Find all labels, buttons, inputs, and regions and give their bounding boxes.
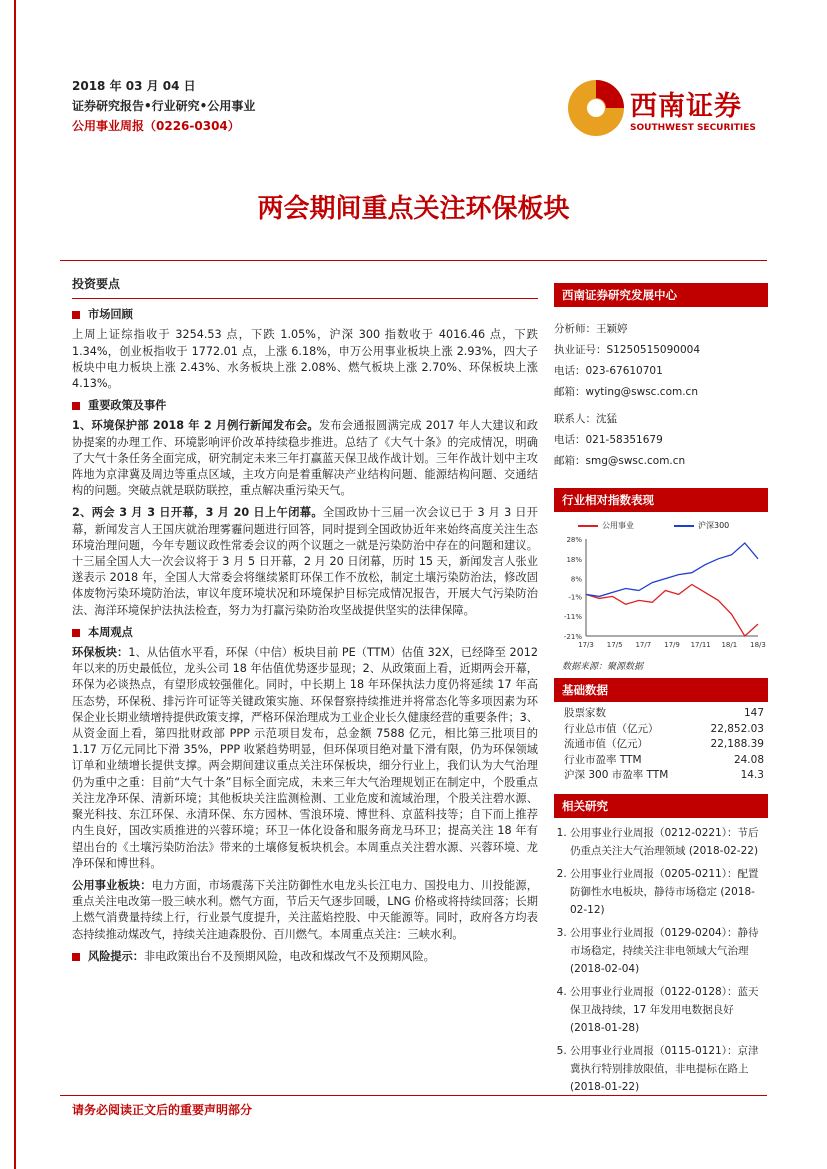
- bullet-icon: [72, 402, 80, 410]
- table-row: 流通市值（亿元） 22,188.39: [564, 738, 764, 750]
- report-name: 公用事业周报（0226-0304）: [72, 119, 240, 133]
- bullet-icon: [72, 953, 80, 961]
- legend-label: 沪深300: [698, 521, 730, 530]
- info-row: 邮箱： smg@swsc.com.cn: [554, 455, 686, 467]
- paragraph: 1、环境保护部 2018 年 2 月例行新闻发布会。发布会通报圆满完成 2017 年人大建议和政协提案的办理工作、环境影响评价改革持续稳步推进。总结了《大气十条》的完成情况，明确了大气十条任务全面完成，研究制定未来三年打赢蓝天保卫战作战计划。三年作战计划中主攻阵地为京津冀及周边等重点区域，主攻方向是着重解决产业结构问题、能源结构问题、交通结构的问题。突破点就是联防联控，重点解决重污染天气。: [72, 419, 538, 498]
- info-row: 电话： 021-58351679: [554, 434, 663, 446]
- info-row: 执业证号： S1250515090004: [554, 344, 701, 356]
- page-title: 两会期间重点关注环保板块: [257, 194, 570, 224]
- x-tick-label: 17/7: [635, 641, 652, 649]
- sidebar: [554, 283, 768, 1101]
- footer-divider: [60, 1095, 767, 1096]
- left-red-rule: [14, 0, 16, 1169]
- table-row: 沪深 300 市盈率 TTM 14.3: [564, 769, 764, 781]
- info-row: 分析师： 王颖婷: [554, 323, 628, 335]
- y-tick-label: -11%: [563, 613, 582, 622]
- y-tick-label: 8%: [570, 575, 582, 584]
- logo-en: SOUTHWEST SECURITIES: [630, 123, 756, 133]
- legend-swatch-hs300: [674, 525, 694, 527]
- list-item[interactable]: 2. 公用事业行业周报（0205-0211）：配置防御性水电板块，静待市场稳定 (2018-02-12): [570, 865, 768, 919]
- logo-cn: 西南证券: [630, 91, 742, 122]
- related-list: [554, 824, 768, 1096]
- section-risk: 风险提示：非电政策出台不及预期风险，电改和煤改气不及预期风险。: [72, 949, 538, 965]
- paragraph: 上周上证综指收于 3254.53 点，下跌 1.05%，沪深 300 指数收于 4016.46 点，下跌 1.34%，创业板指收于 1772.01 点，上涨 6.18%，申万公用事业板块上涨 2.93%，四大子板块中电力板块上涨 2.43%、水务板块上涨 2.08%、燃气板块上涨 2.70%、环保板块上涨 4.13%。: [72, 328, 538, 391]
- contact-info: [554, 409, 768, 472]
- section-view: 本周观点: [72, 625, 538, 641]
- x-tick-label: 17/5: [606, 641, 623, 649]
- x-tick-label: 18/1: [721, 641, 738, 649]
- y-tick-label: 28%: [566, 536, 582, 544]
- report-date: 2018 年 03 月 04 日: [72, 79, 196, 93]
- x-tick-label: 17/3: [578, 641, 594, 649]
- bullet-icon: [72, 311, 80, 319]
- bullet-icon: [72, 629, 80, 637]
- chart-heading: 行业相对指数表现: [554, 488, 768, 512]
- section-policy: 重要政策及事件: [72, 398, 538, 414]
- paragraph: 公用事业板块：电力方面，市场震荡下关注防御性水电龙头长江电力、国投电力、川投能源，重点关注电改第一股三峡水利。燃气方面，节后天气逐步回暖，LNG 价格或将持续回落；长期上燃气消费量持续上行，行业景气度提升，关注蓝焰控股、中天能源等。同时，政府各方均表态持续推动煤改气，持续关注迪森股份、百川燃气。本周重点关注：三峡水利。: [72, 878, 538, 941]
- list-item[interactable]: 4. 公用事业行业周报（0122-0128）：蓝天保卫战持续，17 年发用电数据良好 (2018-01-28): [570, 983, 768, 1037]
- report-header: [72, 76, 255, 136]
- index-chart: [554, 531, 768, 656]
- x-tick-label: 17/9: [664, 641, 680, 649]
- related-heading: 相关研究: [554, 794, 768, 818]
- info-row: 邮箱： wyting@swsc.com.cn: [554, 386, 698, 398]
- list-item[interactable]: 3. 公用事业行业周报（0129-0204）：静待市场稳定，持续关注非电领域大气治理 (2018-02-04): [570, 924, 768, 978]
- basic-data-table: [554, 706, 768, 784]
- table-row: 行业市盈率 TTM 24.08: [564, 753, 764, 766]
- info-row: 联系人： 沈猛: [554, 413, 617, 425]
- list-item[interactable]: 5. 公用事业行业周报（0115-0121）：京津冀执行特别排放限值，非电提标在路上 (2018-01-22): [570, 1042, 768, 1096]
- divider: [72, 298, 538, 299]
- paragraph: 环保板块：1、从估值水平看，环保（中信）板块目前 PE（TTM）估值 32X，已经降至 2012 年以来的历史最低位，龙头公司 18 年估值优势逐步显现；2、从政策面上看，近期两会开幕，环保为必谈热点，有望形成较强催化。同时，中长期上 18 年环保执法力度仍将延续 17 年高压态势，环保税、排污许可证等关键政策实施、环保督察持续推进并将常态化等多项因素为环保企业长期业绩增持提供政策支撑，严格环保治理成为工业企业长久健康经营的重要条件；3、从资金面上看，第四批财政部 PPP 示范项目发布，总金额 7588 亿元，相比第三批项目的 1.17 万亿元同比下滑 35%，PPP 收紧趋势明显，但环保项目绝对量下滑有限，仍为环保领域订单和业绩增长提供支撑。两会期间建议重点关注环保板块，细分行业上，我们认为大气治理仍为重中之重：目前“大气十条”目标全面完成，未来三年大气治理规划正在制定中，个股重点关注龙净环保、清新环境；其他板块关注监测检测、工业危废和流域治理，个股关注碧水源、聚光科技、东江环保、永清环保、东方园林、雪浪环境、博世科、京蓝科技等；自下而上推荐内生良好，国改实质推进的兴蓉环境；环卫一体化设备和服务商龙马环卫；提高关注 18 年有望出台的《土壤污染防治法》带来的土壤修复板块机会。本周重点关注碧水源、兴蓉环境、龙净环保和博世科。: [72, 646, 538, 870]
- main-column: [72, 276, 538, 969]
- table-row: 行业总市值（亿元） 22,852.03: [564, 722, 764, 735]
- series-line-hs300: [586, 543, 758, 596]
- legend-label: 公用事业: [602, 521, 634, 530]
- paragraph: 2、两会 3 月 3 日开幕，3 月 20 日上午闭幕。全国政协十三届一次会议已于 3 月 3 日开幕，新闻发言人王国庆就治理雾霾问题进行回答，同时提到全国政协近年来始终高度关注生态环境治理问题，今年专题议政性常委会议的两个议题之一就是污染防治中存在的问题和建议。十三届全国人大一次会议将于 3 月 5 日开幕，2 月 20 日闭幕，历时 15 天，新闻发言人张业遂表示 2018 年，全国人大常委会将继续紧盯环保工作不放松，制定土壤污染防治法，修改固体废物污染环境防治法，审议年度环境状况和环境保护目标完成情况报告，开展大气污染防治法、海洋环境保护法执法检查，努力为打赢污染防治攻坚战提供坚实的法律保障。: [72, 506, 538, 617]
- section-market-review: 市场回顾: [72, 307, 538, 323]
- x-tick-label: 17/11: [690, 641, 711, 649]
- chart-source: 数据来源：聚源数据: [562, 662, 644, 672]
- info-row: 电话： 023-67610701: [554, 365, 663, 377]
- basic-data-heading: 基础数据: [554, 678, 768, 702]
- y-tick-label: -21%: [563, 633, 582, 641]
- legend-swatch-utility: [578, 525, 598, 527]
- report-category: 证券研究报告•行业研究•公用事业: [72, 99, 256, 113]
- section-heading: 投资要点: [72, 277, 121, 291]
- logo: [566, 78, 766, 138]
- footer-note: 请务必阅读正文后的重要声明部分: [72, 1103, 253, 1117]
- x-tick-label: 18/3: [750, 641, 766, 649]
- list-item[interactable]: 1. 公用事业行业周报（0212-0221）：节后仍重点关注大气治理领域 (2018-02-22): [570, 824, 768, 860]
- y-tick-label: 18%: [566, 555, 582, 564]
- chart-legend: [578, 520, 768, 531]
- y-tick-label: -1%: [568, 593, 582, 602]
- logo-mark-icon: [566, 78, 626, 138]
- sidebar-heading: 西南证券研究发展中心: [554, 283, 768, 307]
- table-row: 股票家数 147: [564, 707, 764, 719]
- analyst-info: [554, 319, 768, 403]
- divider: [60, 260, 767, 261]
